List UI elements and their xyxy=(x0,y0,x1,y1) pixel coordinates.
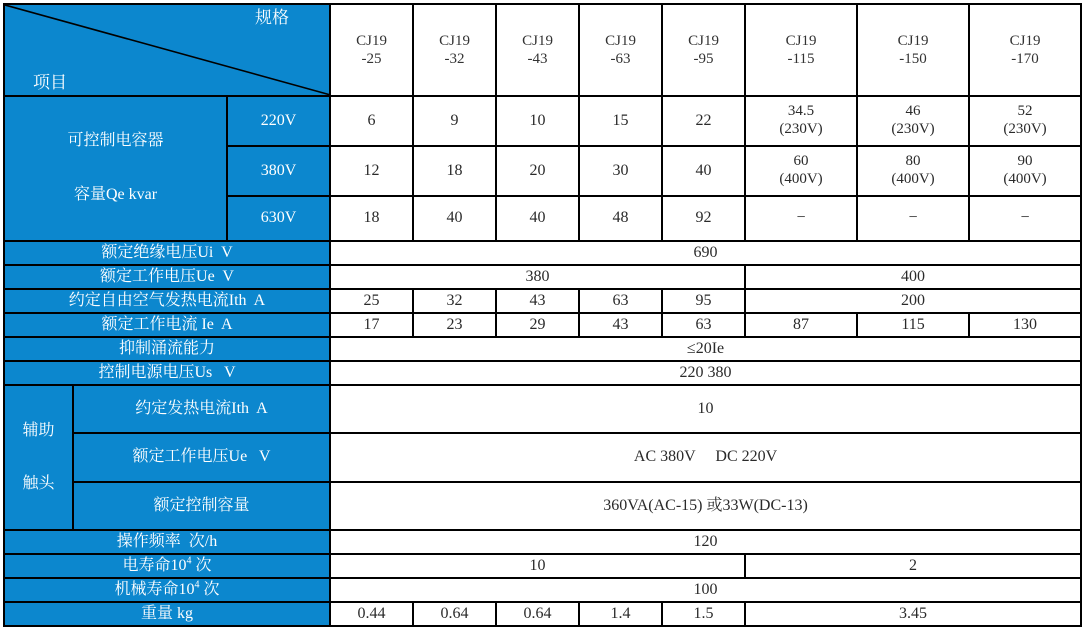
data-cell: 1.5 xyxy=(662,602,745,626)
data-cell: 20 xyxy=(496,146,579,196)
row-aux-voltage xyxy=(4,433,1081,481)
data-cell: ≤20Ie xyxy=(330,337,1081,361)
data-cell: − xyxy=(857,196,969,241)
corner-spec-label: 规格 xyxy=(255,8,290,27)
data-cell: 9 xyxy=(413,96,496,146)
data-cell: 43 xyxy=(579,313,662,337)
model-header: CJ19 -25 xyxy=(330,4,413,96)
row-label-working-voltage: 额定工作电压Ue V xyxy=(4,265,330,289)
row-working-voltage xyxy=(4,265,1081,289)
data-cell: 34.5 (230V) xyxy=(745,96,857,146)
data-cell: 25 xyxy=(330,289,413,313)
model-header: CJ19 -95 xyxy=(662,4,745,96)
data-cell: 60 (400V) xyxy=(745,146,857,196)
row-aux-thermal xyxy=(4,385,1081,433)
data-cell: 18 xyxy=(413,146,496,196)
data-cell: 10 xyxy=(330,385,1081,433)
data-cell: 63 xyxy=(662,313,745,337)
data-cell: 115 xyxy=(857,313,969,337)
row-label-insulation: 额定绝缘电压Ui V xyxy=(4,241,330,265)
row-elec-life xyxy=(4,554,1081,578)
data-cell: 120 xyxy=(330,530,1081,554)
data-cell: 30 xyxy=(579,146,662,196)
row-label-aux-capacity: 额定控制容量 xyxy=(73,482,330,530)
data-cell: 95 xyxy=(662,289,745,313)
data-cell: AC 380V DC 220V xyxy=(330,433,1081,481)
row-label-thermal-current: 约定自由空气发热电流Ith A xyxy=(4,289,330,313)
data-cell: 100 xyxy=(330,578,1081,602)
data-cell: 15 xyxy=(579,96,662,146)
data-cell: 46 (230V) xyxy=(857,96,969,146)
data-cell: 40 xyxy=(496,196,579,241)
group-label-aux-contacts: 辅助 触头 xyxy=(4,385,73,530)
data-cell: 23 xyxy=(413,313,496,337)
data-cell: 10 xyxy=(496,96,579,146)
data-cell: 2 xyxy=(745,554,1081,578)
data-cell: 22 xyxy=(662,96,745,146)
row-label-rated-current: 额定工作电流 Ie A xyxy=(4,313,330,337)
row-label-elec-life: 电寿命$10^4$ 次 xyxy=(4,554,330,578)
data-cell: 690 xyxy=(330,241,1081,265)
row-rated-current xyxy=(4,313,1081,337)
row-insulation xyxy=(4,241,1081,265)
row-label-aux-voltage: 额定工作电压Ue V xyxy=(73,433,330,481)
data-cell: 40 xyxy=(413,196,496,241)
row-label-weight: 重量 kg xyxy=(4,602,330,626)
row-mech-life xyxy=(4,578,1081,602)
row-control-voltage xyxy=(4,361,1081,385)
data-cell: 32 xyxy=(413,289,496,313)
data-cell: 130 xyxy=(969,313,1081,337)
data-cell: 400 xyxy=(745,265,1081,289)
row-label-capacitor: 可控制电容器 容量Qe kvar xyxy=(4,96,227,241)
data-cell: 80 (400V) xyxy=(857,146,969,196)
spec-table xyxy=(3,3,1082,627)
model-header: CJ19 -43 xyxy=(496,4,579,96)
row-label-aux-thermal: 约定发热电流Ith A xyxy=(73,385,330,433)
sub-label-220v: 220V xyxy=(227,96,330,146)
data-cell: 29 xyxy=(496,313,579,337)
row-inrush xyxy=(4,337,1081,361)
model-header: CJ19 -170 xyxy=(969,4,1081,96)
data-cell: 220 380 xyxy=(330,361,1081,385)
data-cell: 0.64 xyxy=(413,602,496,626)
header-row xyxy=(4,4,1081,96)
row-label-control-voltage: 控制电源电压Us V xyxy=(4,361,330,385)
data-cell: 87 xyxy=(745,313,857,337)
data-cell: 0.44 xyxy=(330,602,413,626)
data-cell: 48 xyxy=(579,196,662,241)
data-cell: − xyxy=(745,196,857,241)
data-cell: 6 xyxy=(330,96,413,146)
data-cell: 200 xyxy=(745,289,1081,313)
data-cell: 17 xyxy=(330,313,413,337)
model-header: CJ19 -150 xyxy=(857,4,969,96)
data-cell: 63 xyxy=(579,289,662,313)
data-cell: 52 (230V) xyxy=(969,96,1081,146)
model-header: CJ19 -115 xyxy=(745,4,857,96)
data-cell: − xyxy=(969,196,1081,241)
row-label-inrush: 抑制涌流能力 xyxy=(4,337,330,361)
data-cell: 380 xyxy=(330,265,745,289)
data-cell: 92 xyxy=(662,196,745,241)
row-cap-220v xyxy=(4,96,1081,146)
corner-item-label: 项目 xyxy=(33,72,67,92)
row-label-mech-life: 机械寿命$10^4$ 次 xyxy=(4,578,330,602)
sub-label-380v: 380V xyxy=(227,146,330,196)
data-cell: 3.45 xyxy=(745,602,1081,626)
data-cell: 12 xyxy=(330,146,413,196)
data-cell: 1.4 xyxy=(579,602,662,626)
row-aux-capacity xyxy=(4,482,1081,530)
data-cell: 0.64 xyxy=(496,602,579,626)
data-cell: 90 (400V) xyxy=(969,146,1081,196)
row-weight xyxy=(4,602,1081,626)
corner-cell xyxy=(4,4,330,96)
data-cell: 40 xyxy=(662,146,745,196)
model-header: CJ19 -63 xyxy=(579,4,662,96)
row-thermal-current xyxy=(4,289,1081,313)
sub-label-630v: 630V xyxy=(227,196,330,241)
data-cell: 43 xyxy=(496,289,579,313)
data-cell: 360VA(AC-15) 或33W(DC-13) xyxy=(330,482,1081,530)
data-cell: 10 xyxy=(330,554,745,578)
row-label-frequency: 操作频率 次/h xyxy=(4,530,330,554)
row-frequency xyxy=(4,530,1081,554)
data-cell: 18 xyxy=(330,196,413,241)
model-header: CJ19 -32 xyxy=(413,4,496,96)
